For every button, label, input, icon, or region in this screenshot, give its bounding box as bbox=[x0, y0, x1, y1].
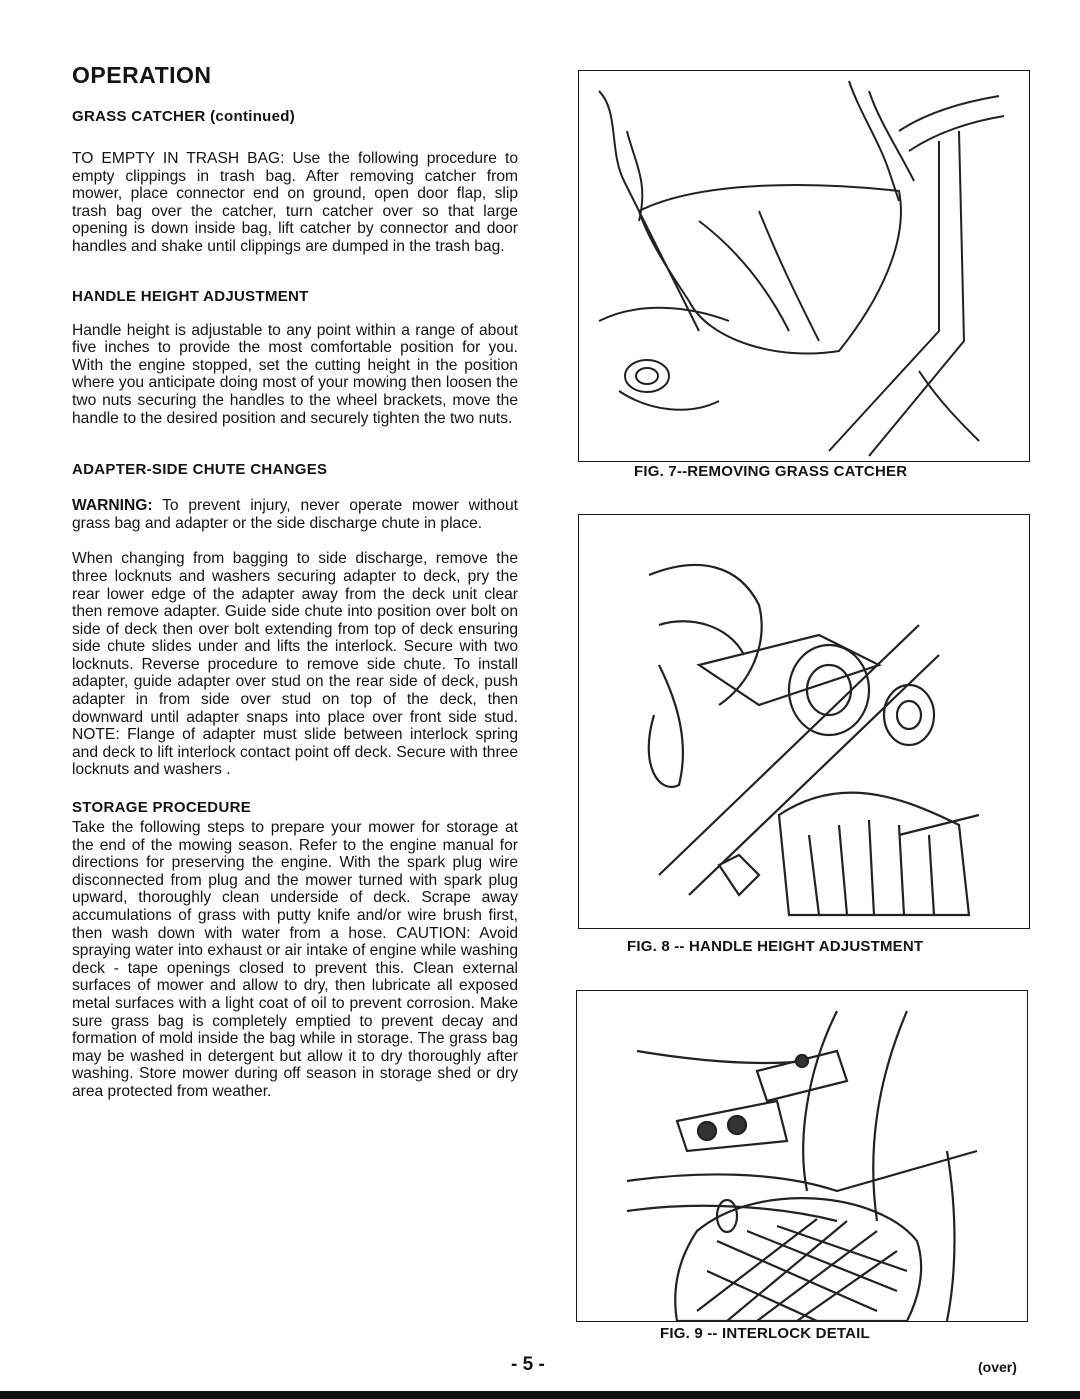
section-body: Handle height is adjustable to any point within a range of about five inches to provide the most comfortable position for you. With the engine stopped, set the cutting height in the position where you anticipate doing most of your mowing then loosen the two nuts securing the handles to the wheel brackets, move the handle to the desired position and securely tighten the two nuts. bbox=[72, 321, 518, 427]
section-body: TO EMPTY IN TRASH BAG: Use the following procedure to empty clippings in trash bag. After removing catcher from mower, place connector end on ground, open door flap, slip trash bag over the catcher, turn catcher over so that large opening is down inside bag, lift catcher by connector and door handles and shake until clippings are dumped in the trash bag. bbox=[72, 150, 518, 255]
handle-adjustment-drawing bbox=[579, 515, 1029, 928]
section-adapter-side-chute bbox=[72, 461, 518, 779]
section-body: When changing from bagging to side discharge, remove the three locknuts and washers securing adapter to deck, pry the rear lower edge of the adapter away from the deck unit clear then remove adapter. Guide side chute into position over bolt on side of deck then over bolt extending from top of deck ensuring side chute slides under and lifts the interlock. Secure with two locknuts. Reverse procedure to remove side chute. To install adapter, guide adapter over stud on the rear side of deck, push adapter in from side over stud on top of the deck, then downward until adapter snaps into place over front side stud. NOTE: Flange of adapter must slide between interlock spring and deck to lift interlock contact point off deck. Secure with three locknuts and washers . bbox=[72, 550, 518, 779]
figure-9-caption: FIG. 9 -- INTERLOCK DETAIL bbox=[660, 1325, 870, 1342]
bottom-rule bbox=[0, 1391, 1080, 1399]
figure-7-illustration bbox=[578, 70, 1030, 462]
section-body: Take the following steps to prepare your mower for storage at the end of the mowing season. Refer to the engine manual for directions for preserving the engine. With the spark plug wire disconnected from plug and the mower turned with spark plug upward, thoroughly clean underside of deck. Scrape away accumulations of grass with putty knife and/or wire brush first, then wash down with water from a hose. CAUTION: Avoid spraying water into exhaust or air intake of engine while washing deck - tape openings closed to prevent this. Clean external surfaces of mower and allow to dry, then lubricate all exposed metal surfaces with a light coat of oil to prevent corrosion. Make sure grass bag is completely emptied to prevent decay and formation of mold inside the bag while in storage. The grass bag may be washed in detergent but allow it to dry thoroughly after washing. Store mower during off season in storage shed or dry area protected from weather. bbox=[72, 819, 518, 1100]
section-heading: STORAGE PROCEDURE bbox=[72, 799, 252, 817]
section-heading: GRASS CATCHER (continued) bbox=[72, 108, 296, 125]
figure-9-illustration bbox=[576, 990, 1028, 1322]
section-handle-height bbox=[72, 288, 518, 428]
section-grass-catcher bbox=[72, 108, 518, 256]
text-column bbox=[72, 108, 518, 1101]
figure-8-illustration bbox=[578, 514, 1030, 929]
figure-8-caption: FIG. 8 -- HANDLE HEIGHT ADJUSTMENT bbox=[627, 938, 924, 955]
over-label: (over) bbox=[978, 1359, 1017, 1375]
grass-catcher-drawing bbox=[579, 71, 1029, 461]
page-title: OPERATION bbox=[72, 62, 212, 88]
warning-text: To prevent injury, never operate mower without grass bag and adapter or the side discharge chute in place. bbox=[72, 497, 518, 532]
warning-paragraph bbox=[72, 497, 518, 532]
interlock-detail-drawing bbox=[577, 991, 1027, 1321]
warning-label: WARNING: bbox=[72, 497, 153, 515]
section-heading: HANDLE HEIGHT ADJUSTMENT bbox=[72, 287, 309, 305]
page-number: - 5 - bbox=[511, 1354, 545, 1375]
section-heading: ADAPTER-SIDE CHUTE CHANGES bbox=[72, 461, 328, 479]
figure-7-caption: FIG. 7--REMOVING GRASS CATCHER bbox=[634, 463, 908, 480]
section-storage bbox=[72, 799, 518, 1101]
